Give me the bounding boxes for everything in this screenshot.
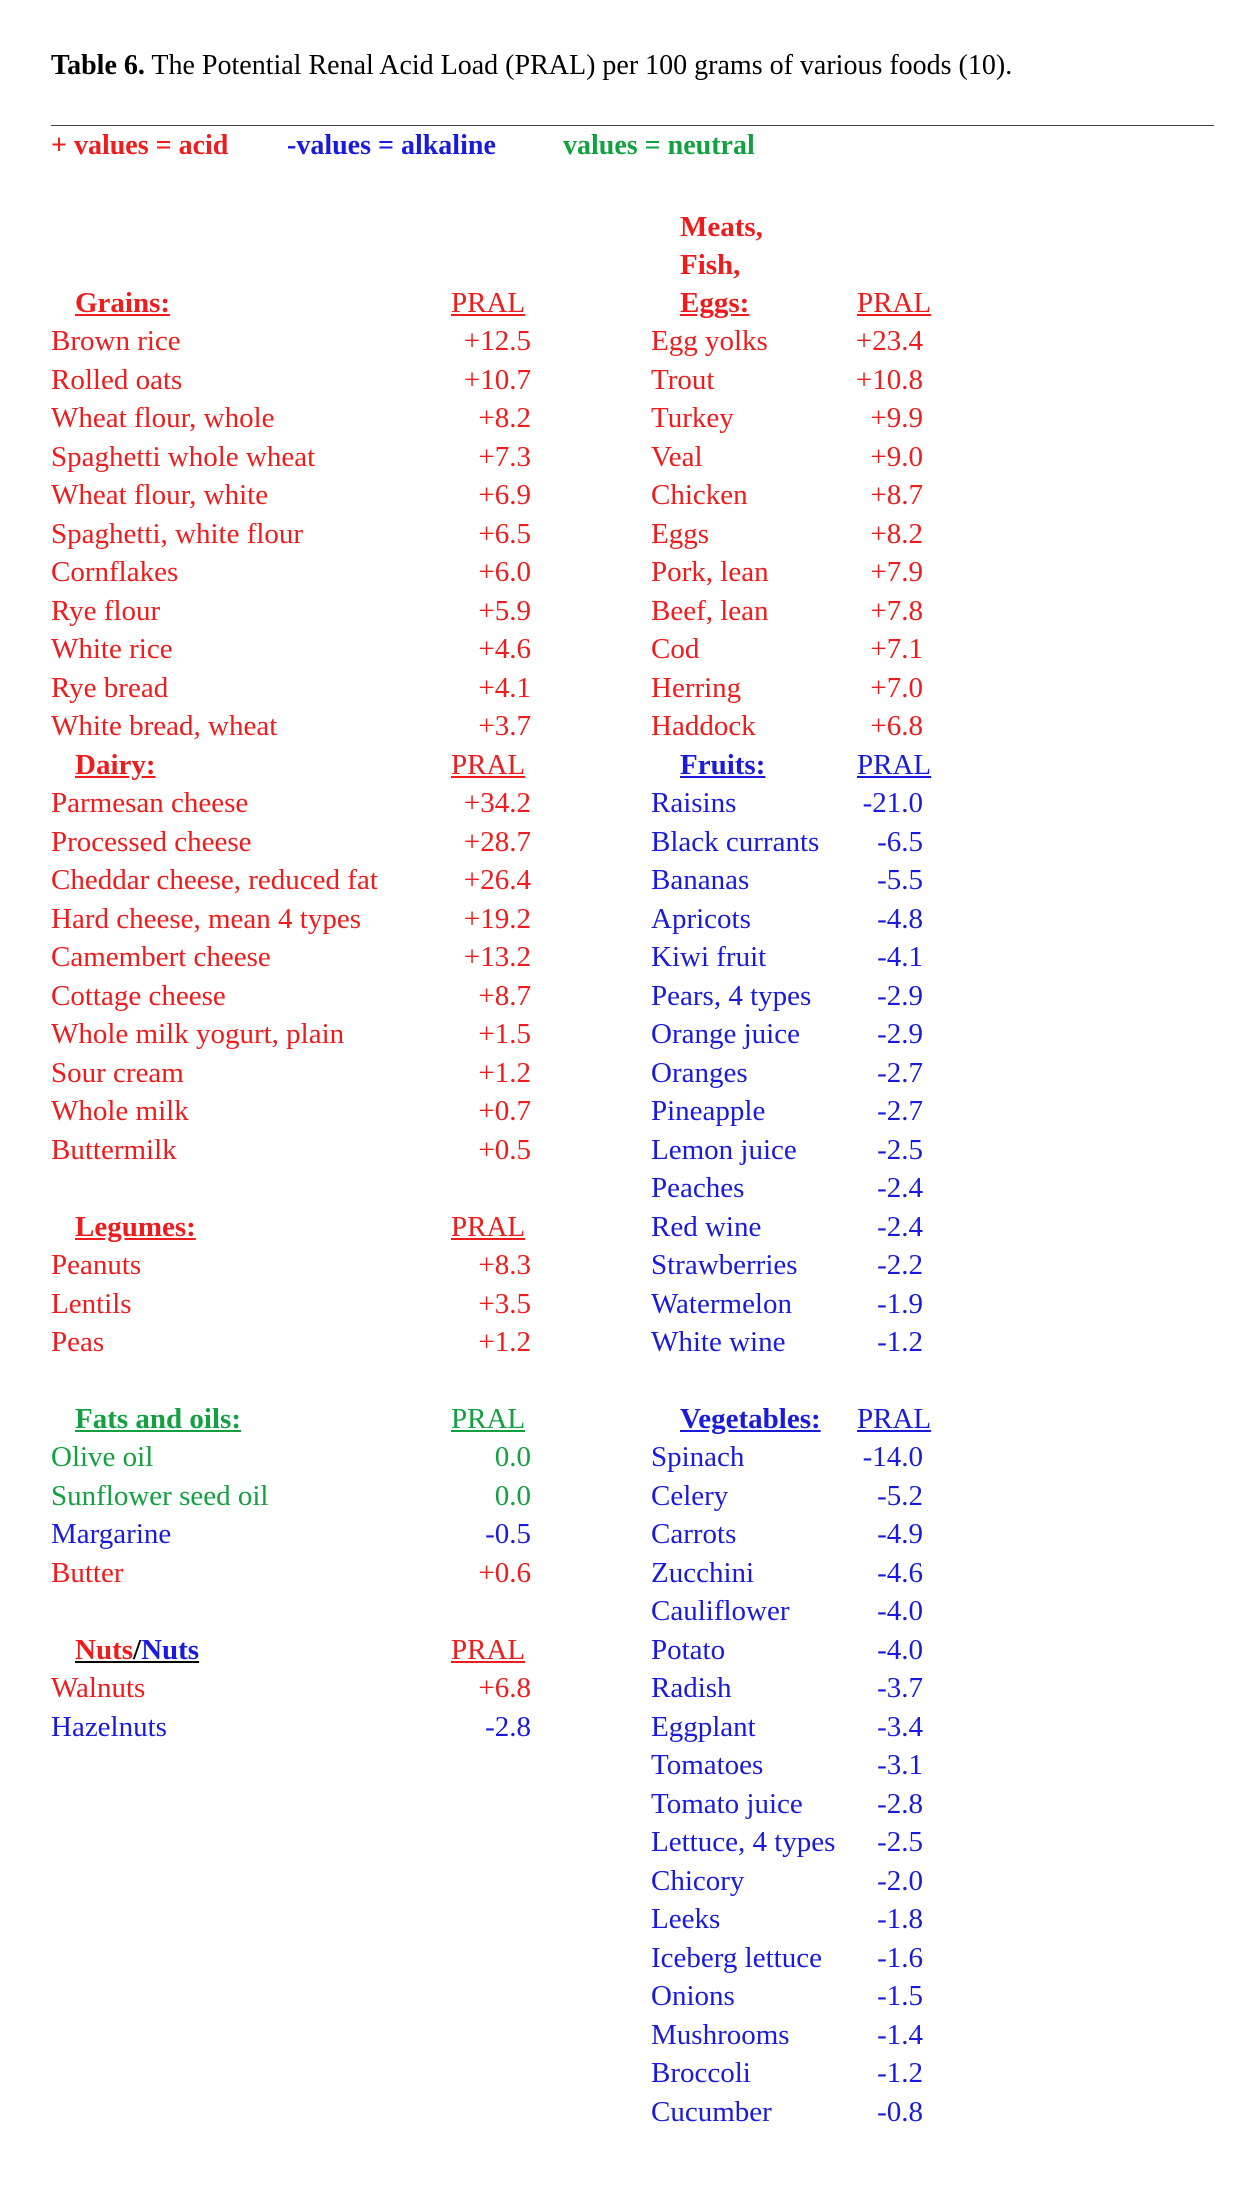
vegetables-row xyxy=(651,1438,941,1476)
fruits-item-pral: -1.9 xyxy=(877,1288,923,1320)
fruits-row xyxy=(651,1285,941,1323)
legumes-pral-header: PRAL xyxy=(451,1211,526,1243)
grains-item-pral: +6.5 xyxy=(478,518,531,550)
fruits-row xyxy=(651,1054,941,1092)
vegetables-item-pral: -4.9 xyxy=(877,1518,923,1550)
meats-item-name: Haddock xyxy=(651,710,756,742)
dairy-item-name: Sour cream xyxy=(51,1057,184,1089)
legend-neutral: values = neutral xyxy=(563,130,755,161)
grains-row xyxy=(51,322,531,360)
vegetables-item-name: Mushrooms xyxy=(651,2019,790,2051)
fruits-row xyxy=(651,938,941,976)
meats-row xyxy=(651,669,941,707)
meats-item-name: Beef, lean xyxy=(651,595,769,627)
dairy-row xyxy=(51,1054,531,1092)
nuts-pral-header: PRAL xyxy=(451,1634,526,1666)
legumes-row xyxy=(51,1285,531,1323)
grains-row xyxy=(51,669,531,707)
meats-row xyxy=(651,476,941,514)
vegetables-item-name: Lettuce, 4 types xyxy=(651,1826,836,1858)
meats-item-pral: +7.8 xyxy=(870,595,923,627)
dairy-row xyxy=(51,1131,531,1169)
dairy-item-pral: +34.2 xyxy=(463,787,531,819)
fruits-item-name: Black currants xyxy=(651,826,820,858)
legumes-item-name: Peas xyxy=(51,1326,105,1358)
legumes-header: Legumes: xyxy=(75,1211,196,1243)
meats-item-name: Turkey xyxy=(651,402,734,434)
fruits-item-name: Pears, 4 types xyxy=(651,980,812,1012)
vegetables-item-name: Radish xyxy=(651,1672,732,1704)
vegetables-row xyxy=(651,1900,941,1938)
grains-row xyxy=(51,399,531,437)
meats-item-name: Chicken xyxy=(651,479,748,511)
vegetables-item-name: Chicory xyxy=(651,1865,745,1897)
meats-item-pral: +7.1 xyxy=(870,633,923,665)
fats-row xyxy=(51,1477,531,1515)
meats-item-pral: +9.0 xyxy=(870,441,923,473)
dairy-item-pral: +0.5 xyxy=(478,1134,531,1166)
dairy-item-name: Whole milk yogurt, plain xyxy=(51,1018,345,1050)
nuts-header-acid: Nuts xyxy=(75,1634,134,1666)
vegetables-item-pral: -4.0 xyxy=(877,1595,923,1627)
fats-item-pral: 0.0 xyxy=(494,1441,531,1473)
dairy-row xyxy=(51,784,531,822)
dairy-row xyxy=(51,900,531,938)
vegetables-item-name: Broccoli xyxy=(651,2057,751,2089)
vegetables-item-pral: -0.8 xyxy=(877,2096,923,2128)
meats-item-name: Veal xyxy=(651,441,703,473)
nuts-item-name: Hazelnuts xyxy=(51,1711,167,1743)
meats-item-name: Cod xyxy=(651,633,700,665)
fats-item-name: Margarine xyxy=(51,1518,172,1550)
dairy-item-name: Cheddar cheese, reduced fat xyxy=(51,864,378,896)
fats-item-name: Sunflower seed oil xyxy=(51,1480,269,1512)
fruits-item-pral: -2.9 xyxy=(877,980,923,1012)
nuts-item-name: Walnuts xyxy=(51,1672,146,1704)
dairy-item-name: Cottage cheese xyxy=(51,980,226,1012)
fats-row xyxy=(51,1515,531,1553)
meats-item-name: Pork, lean xyxy=(651,556,769,588)
fruits-item-pral: -2.4 xyxy=(877,1172,923,1204)
meats-item-pral: +6.8 xyxy=(870,710,923,742)
meats-item-pral: +8.7 xyxy=(870,479,923,511)
vegetables-item-pral: -1.4 xyxy=(877,2019,923,2051)
grains-item-pral: +3.7 xyxy=(478,710,531,742)
fruits-item-pral: -2.7 xyxy=(877,1057,923,1089)
fats-row xyxy=(51,1554,531,1592)
dairy-pral-header: PRAL xyxy=(451,749,526,781)
meats-row xyxy=(651,592,941,630)
fruits-row xyxy=(651,861,941,899)
fruits-item-pral: -4.1 xyxy=(877,941,923,973)
vegetables-item-pral: -1.8 xyxy=(877,1903,923,1935)
meats-item-name: Trout xyxy=(651,364,715,396)
vegetables-item-pral: -1.6 xyxy=(877,1942,923,1974)
vegetables-item-pral: -1.2 xyxy=(877,2057,923,2089)
grains-item-pral: +4.1 xyxy=(478,672,531,704)
vegetables-item-pral: -3.4 xyxy=(877,1711,923,1743)
meats-pral-header: PRAL xyxy=(857,287,932,319)
grains-item-pral: +10.7 xyxy=(463,364,531,396)
fruits-item-pral: -2.4 xyxy=(877,1211,923,1243)
nuts-row xyxy=(51,1669,531,1707)
meats-row xyxy=(651,553,941,591)
vegetables-item-pral: -3.7 xyxy=(877,1672,923,1704)
legumes-item-name: Peanuts xyxy=(51,1249,142,1281)
fruits-row xyxy=(651,977,941,1015)
grains-row xyxy=(51,592,531,630)
vegetables-row xyxy=(651,1939,941,1977)
vegetables-row xyxy=(651,1785,941,1823)
fruits-item-name: Bananas xyxy=(651,864,750,896)
dairy-item-name: Parmesan cheese xyxy=(51,787,249,819)
grains-item-name: White bread, wheat xyxy=(51,710,278,742)
fruits-item-pral: -4.8 xyxy=(877,903,923,935)
grains-item-pral: +7.3 xyxy=(478,441,531,473)
vegetables-item-pral: -4.0 xyxy=(877,1634,923,1666)
meats-item-pral: +9.9 xyxy=(870,402,923,434)
fruits-row xyxy=(651,1323,941,1361)
vegetables-row xyxy=(651,1708,941,1746)
fruits-item-name: Orange juice xyxy=(651,1018,800,1050)
grains-item-pral: +5.9 xyxy=(478,595,531,627)
table-title-text: The Potential Renal Acid Load (PRAL) per 100 grams of various foods (10). xyxy=(144,50,1013,81)
fruits-item-pral: -2.9 xyxy=(877,1018,923,1050)
vegetables-row xyxy=(651,1592,941,1630)
vegetables-item-pral: -1.5 xyxy=(877,1980,923,2012)
vegetables-item-name: Onions xyxy=(651,1980,735,2012)
grains-item-name: Spaghetti, white flour xyxy=(51,518,304,550)
fruits-row xyxy=(651,1015,941,1053)
grains-item-pral: +6.9 xyxy=(478,479,531,511)
grains-row xyxy=(51,515,531,553)
dairy-row xyxy=(51,823,531,861)
vegetables-item-pral: -3.1 xyxy=(877,1749,923,1781)
vegetables-header: Vegetables: xyxy=(680,1403,821,1435)
fruits-row xyxy=(651,900,941,938)
grains-row xyxy=(51,630,531,668)
nuts-item-pral: -2.8 xyxy=(485,1711,531,1743)
vegetables-row xyxy=(651,1746,941,1784)
dairy-item-pral: +0.7 xyxy=(478,1095,531,1127)
fruits-header: Fruits: xyxy=(680,749,766,781)
vegetables-item-name: Leeks xyxy=(651,1903,721,1935)
fats-item-pral: 0.0 xyxy=(494,1480,531,1512)
fruits-row xyxy=(651,1169,941,1207)
vegetables-item-name: Zucchini xyxy=(651,1557,755,1589)
fruits-row xyxy=(651,1131,941,1169)
vegetables-row xyxy=(651,2093,941,2131)
vegetables-row xyxy=(651,1977,941,2015)
grains-item-name: Rolled oats xyxy=(51,364,183,396)
fruits-item-name: Watermelon xyxy=(651,1288,792,1320)
grains-item-name: Wheat flour, whole xyxy=(51,402,275,434)
fruits-item-name: White wine xyxy=(651,1326,786,1358)
vegetables-item-name: Cauliflower xyxy=(651,1595,790,1627)
grains-item-pral: +4.6 xyxy=(478,633,531,665)
meats-row xyxy=(651,707,941,745)
dairy-item-pral: +8.7 xyxy=(478,980,531,1012)
grains-row xyxy=(51,553,531,591)
vegetables-item-name: Eggplant xyxy=(651,1711,756,1743)
legend-acid: + values = acid xyxy=(51,130,229,161)
fruits-item-name: Pineapple xyxy=(651,1095,766,1127)
vegetables-pral-header: PRAL xyxy=(857,1403,932,1435)
fruits-pral-header: PRAL xyxy=(857,749,932,781)
grains-item-name: Rye bread xyxy=(51,672,169,704)
fats-row xyxy=(51,1438,531,1476)
vegetables-row xyxy=(651,1477,941,1515)
vegetables-item-pral: -5.2 xyxy=(877,1480,923,1512)
vegetables-item-name: Tomato juice xyxy=(651,1788,803,1820)
dairy-item-pral: +13.2 xyxy=(463,941,531,973)
dairy-item-name: Processed cheese xyxy=(51,826,252,858)
dairy-row xyxy=(51,1015,531,1053)
fruits-item-name: Lemon juice xyxy=(651,1134,797,1166)
fruits-item-pral: -5.5 xyxy=(877,864,923,896)
dairy-row xyxy=(51,977,531,1015)
vegetables-row xyxy=(651,1823,941,1861)
grains-pral-header: PRAL xyxy=(451,287,526,319)
legumes-item-pral: +1.2 xyxy=(478,1326,531,1358)
fruits-item-name: Kiwi fruit xyxy=(651,941,767,973)
dairy-header: Dairy: xyxy=(75,749,156,781)
vegetables-item-name: Tomatoes xyxy=(651,1749,764,1781)
dairy-row xyxy=(51,861,531,899)
vegetables-row xyxy=(651,1631,941,1669)
grains-item-name: Cornflakes xyxy=(51,556,179,588)
grains-item-name: Wheat flour, white xyxy=(51,479,269,511)
vegetables-item-pral: -14.0 xyxy=(862,1441,923,1473)
fats-item-name: Olive oil xyxy=(51,1441,154,1473)
vegetables-row xyxy=(651,1669,941,1707)
fruits-row xyxy=(651,1208,941,1246)
table-label: Table 6. xyxy=(51,50,145,81)
legumes-item-pral: +3.5 xyxy=(478,1288,531,1320)
vegetables-item-pral: -2.0 xyxy=(877,1865,923,1897)
title-divider xyxy=(51,125,1214,126)
nuts-header-separator: / xyxy=(133,1634,142,1666)
nuts-header xyxy=(75,1631,199,1669)
meats-item-pral: +7.9 xyxy=(870,556,923,588)
meats-item-name: Herring xyxy=(651,672,742,704)
grains-row xyxy=(51,476,531,514)
fats-pral-header: PRAL xyxy=(451,1403,526,1435)
vegetables-row xyxy=(651,1515,941,1553)
meats-item-pral: +7.0 xyxy=(870,672,923,704)
fruits-item-name: Red wine xyxy=(651,1211,762,1243)
dairy-row xyxy=(51,938,531,976)
grains-row xyxy=(51,707,531,745)
fruits-row xyxy=(651,1092,941,1130)
dairy-item-pral: +19.2 xyxy=(463,903,531,935)
legumes-item-name: Lentils xyxy=(51,1288,132,1320)
vegetables-row xyxy=(651,2016,941,2054)
vegetables-item-pral: -2.8 xyxy=(877,1788,923,1820)
nuts-item-pral: +6.8 xyxy=(478,1672,531,1704)
vegetables-row xyxy=(651,1554,941,1592)
fruits-item-name: Oranges xyxy=(651,1057,748,1089)
fats-header: Fats and oils: xyxy=(75,1403,241,1435)
fruits-item-pral: -1.2 xyxy=(877,1326,923,1358)
fruits-item-pral: -2.5 xyxy=(877,1134,923,1166)
fruits-item-name: Raisins xyxy=(651,787,737,819)
vegetables-row xyxy=(651,1862,941,1900)
grains-item-name: Rye flour xyxy=(51,595,161,627)
fruits-row xyxy=(651,823,941,861)
vegetables-item-name: Celery xyxy=(651,1480,729,1512)
meats-row xyxy=(651,399,941,437)
dairy-item-pral: +26.4 xyxy=(463,864,531,896)
meats-item-pral: +10.8 xyxy=(855,364,923,396)
grains-row xyxy=(51,361,531,399)
vegetables-row xyxy=(651,2054,941,2092)
fruits-item-name: Strawberries xyxy=(651,1249,798,1281)
grains-item-pral: +8.2 xyxy=(478,402,531,434)
grains-item-name: Spaghetti whole wheat xyxy=(51,441,316,473)
meats-header: Eggs: xyxy=(680,287,750,319)
fruits-item-pral: -6.5 xyxy=(877,826,923,858)
fruits-item-name: Peaches xyxy=(651,1172,745,1204)
meats-row xyxy=(651,515,941,553)
nuts-row xyxy=(51,1708,531,1746)
fruits-item-pral: -2.7 xyxy=(877,1095,923,1127)
meats-item-name: Eggs xyxy=(651,518,709,550)
meats-header-line1: Meats, xyxy=(680,211,763,243)
legumes-item-pral: +8.3 xyxy=(478,1249,531,1281)
vegetables-item-name: Cucumber xyxy=(651,2096,772,2128)
grains-header: Grains: xyxy=(75,287,171,319)
grains-item-name: White rice xyxy=(51,633,173,665)
vegetables-item-pral: -4.6 xyxy=(877,1557,923,1589)
meats-row xyxy=(651,322,941,360)
grains-row xyxy=(51,438,531,476)
legend-alkaline: -values = alkaline xyxy=(287,130,496,161)
grains-item-pral: +12.5 xyxy=(463,325,531,357)
dairy-item-name: Hard cheese, mean 4 types xyxy=(51,903,362,935)
legumes-row xyxy=(51,1323,531,1361)
table-title xyxy=(51,50,1012,82)
dairy-item-name: Camembert cheese xyxy=(51,941,271,973)
nuts-header-alkaline: Nuts xyxy=(141,1634,200,1666)
vegetables-item-name: Iceberg lettuce xyxy=(651,1942,822,1974)
fruits-item-pral: -21.0 xyxy=(862,787,923,819)
meats-row xyxy=(651,361,941,399)
meats-row xyxy=(651,630,941,668)
dairy-item-pral: +1.5 xyxy=(478,1018,531,1050)
dairy-item-name: Buttermilk xyxy=(51,1134,177,1166)
grains-item-name: Brown rice xyxy=(51,325,181,357)
meats-row xyxy=(651,438,941,476)
fats-item-pral: -0.5 xyxy=(485,1518,531,1550)
vegetables-item-pral: -2.5 xyxy=(877,1826,923,1858)
meats-item-name: Egg yolks xyxy=(651,325,768,357)
meats-item-pral: +23.4 xyxy=(855,325,923,357)
dairy-item-pral: +1.2 xyxy=(478,1057,531,1089)
vegetables-item-name: Spinach xyxy=(651,1441,745,1473)
fruits-row xyxy=(651,784,941,822)
fats-item-name: Butter xyxy=(51,1557,124,1589)
vegetables-item-name: Potato xyxy=(651,1634,726,1666)
grains-item-pral: +6.0 xyxy=(478,556,531,588)
dairy-item-pral: +28.7 xyxy=(463,826,531,858)
fruits-item-name: Apricots xyxy=(651,903,751,935)
meats-item-pral: +8.2 xyxy=(870,518,923,550)
dairy-item-name: Whole milk xyxy=(51,1095,189,1127)
fruits-row xyxy=(651,1246,941,1284)
fruits-item-pral: -2.2 xyxy=(877,1249,923,1281)
legumes-row xyxy=(51,1246,531,1284)
vegetables-item-name: Carrots xyxy=(651,1518,737,1550)
fats-item-pral: +0.6 xyxy=(478,1557,531,1589)
meats-header-line2: Fish, xyxy=(680,249,741,281)
dairy-row xyxy=(51,1092,531,1130)
